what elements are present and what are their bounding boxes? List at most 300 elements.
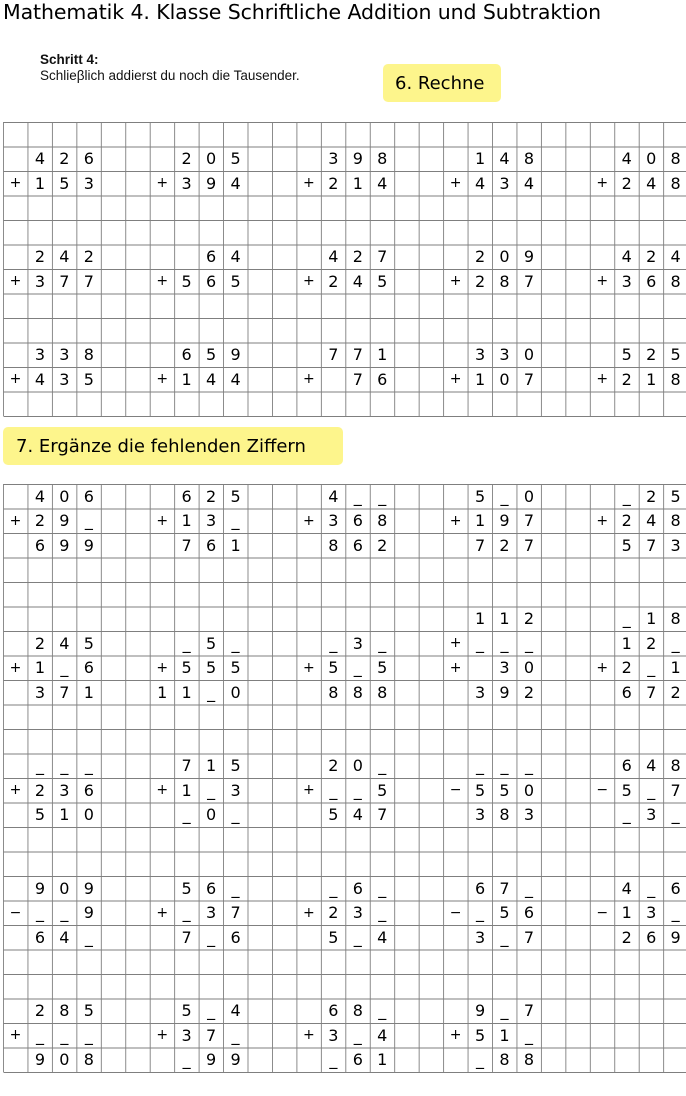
digit-cell: 1 — [646, 609, 657, 629]
digit-cell: 1 — [181, 369, 192, 389]
digit-cell: 3 — [474, 927, 486, 947]
operator-sign: + — [596, 175, 609, 192]
digit-cell: 6 — [621, 756, 632, 776]
digit-cell: 9 — [83, 903, 94, 923]
digit-cell: 4 — [474, 173, 486, 193]
digit-cell: 8 — [670, 369, 681, 389]
digit-cell: 3 — [646, 805, 657, 825]
digit-cell: 4 — [523, 173, 535, 193]
digit-cell: 3 — [34, 271, 46, 291]
digit-cell: 6 — [352, 535, 363, 555]
operator-sign: + — [596, 371, 609, 388]
digit-cell: 1 — [474, 369, 486, 389]
digit-cell: 0 — [83, 805, 94, 825]
digit-cell: 2 — [670, 682, 681, 702]
digit-cell: _ — [84, 756, 93, 776]
operator-sign: + — [9, 659, 22, 676]
digit-cell: 1 — [474, 511, 486, 531]
digit-cell: 4 — [59, 927, 70, 947]
digit-cell: 7 — [181, 927, 192, 947]
digit-cell: 6 — [352, 1050, 363, 1070]
digit-cell: 5 — [328, 805, 339, 825]
digit-cell: 2 — [646, 247, 657, 267]
digit-cell: 8 — [352, 682, 363, 702]
digit-cell: 3 — [352, 903, 363, 923]
digit-cell: _ — [182, 903, 191, 923]
digit-cell: 5 — [230, 486, 241, 506]
digit-cell: 3 — [181, 1025, 192, 1045]
operator-sign: + — [596, 659, 609, 676]
digit-cell: 6 — [352, 511, 363, 531]
operator-sign: + — [9, 273, 22, 290]
digit-cell: 0 — [59, 1050, 70, 1070]
digit-cell: 7 — [377, 805, 388, 825]
digit-cell: 2 — [59, 149, 70, 169]
digit-cell: 7 — [83, 271, 94, 291]
digit-cell: 2 — [646, 345, 657, 365]
digit-cell: 5 — [181, 878, 192, 898]
digit-cell: 1 — [83, 682, 94, 702]
digit-cell: 2 — [352, 247, 363, 267]
digit-cell: _ — [231, 1025, 240, 1045]
digit-cell: 5 — [377, 658, 388, 678]
operator-sign: + — [156, 273, 169, 290]
digit-cell: 8 — [523, 1050, 535, 1070]
digit-cell: 4 — [230, 369, 241, 389]
digit-cell: 3 — [83, 173, 94, 193]
digit-cell: 0 — [523, 486, 535, 506]
digit-cell: _ — [329, 780, 338, 800]
digit-cell: 0 — [59, 878, 70, 898]
digit-cell: _ — [622, 805, 631, 825]
digit-cell: 5 — [670, 486, 681, 506]
digit-cell: 2 — [621, 173, 632, 193]
operator-sign: + — [9, 175, 22, 192]
digit-cell: 4 — [377, 173, 388, 193]
digit-cell: _ — [378, 1001, 387, 1021]
digit-cell: _ — [476, 903, 485, 923]
digit-cell: 3 — [59, 345, 70, 365]
digit-cell: _ — [524, 878, 533, 898]
digit-cell: 1 — [621, 903, 632, 923]
digit-cell: 0 — [646, 149, 657, 169]
digit-cell: _ — [353, 927, 362, 947]
digit-cell: 5 — [474, 486, 486, 506]
digit-cell: 8 — [377, 511, 388, 531]
digit-cell: _ — [329, 633, 338, 653]
digit-cell: 7 — [523, 535, 535, 555]
digit-cell: 3 — [352, 633, 363, 653]
digit-cell: _ — [60, 1025, 69, 1045]
digit-cell: _ — [524, 633, 533, 653]
digit-cell: 9 — [523, 247, 535, 267]
digit-cell: 2 — [646, 633, 657, 653]
digit-cell: 4 — [352, 805, 363, 825]
digit-cell: 8 — [670, 149, 681, 169]
digit-cell: 8 — [328, 682, 339, 702]
task-7-grid — [0, 484, 681, 1074]
digit-cell: _ — [84, 511, 93, 531]
digit-cell: 2 — [34, 511, 46, 531]
digit-cell: 9 — [83, 878, 94, 898]
digit-cell: 2 — [646, 486, 657, 506]
digit-cell: 7 — [59, 682, 70, 702]
digit-cell: _ — [207, 682, 216, 702]
operator-sign: + — [596, 273, 609, 290]
digit-cell: 7 — [59, 271, 70, 291]
digit-cell: 9 — [59, 535, 70, 555]
digit-cell: 8 — [499, 805, 510, 825]
digit-cell: 2 — [523, 682, 535, 702]
digit-cell: 8 — [670, 511, 681, 531]
digit-cell: 1 — [352, 173, 363, 193]
digit-cell: 2 — [206, 486, 217, 506]
digit-cell: _ — [35, 1025, 44, 1045]
digit-cell: 4 — [377, 927, 388, 947]
digit-cell: 2 — [474, 247, 486, 267]
digit-cell: 4 — [34, 486, 46, 506]
digit-cell: 7 — [206, 1025, 217, 1045]
digit-cell: 3 — [499, 345, 510, 365]
digit-cell: 5 — [499, 903, 510, 923]
digit-cell: 9 — [34, 878, 46, 898]
digit-cell: 3 — [34, 345, 46, 365]
digit-cell: 0 — [59, 486, 70, 506]
digit-cell: _ — [207, 1001, 216, 1021]
digit-cell: 2 — [621, 369, 632, 389]
operator-sign: + — [449, 175, 462, 192]
digit-cell: 5 — [474, 780, 486, 800]
digit-cell: 6 — [670, 878, 681, 898]
digit-cell: 8 — [328, 535, 339, 555]
digit-cell: 1 — [377, 345, 388, 365]
digit-cell: 0 — [499, 247, 510, 267]
digit-cell: _ — [647, 780, 656, 800]
digit-cell: 7 — [523, 927, 535, 947]
digit-cell: 2 — [328, 756, 339, 776]
digit-cell: 2 — [34, 1001, 46, 1021]
digit-cell: 6 — [34, 535, 46, 555]
digit-cell: 2 — [34, 633, 46, 653]
digit-cell: 4 — [230, 173, 241, 193]
digit-cell: 1 — [499, 1025, 510, 1045]
digit-cell: 6 — [523, 903, 535, 923]
digit-cell: 6 — [83, 486, 94, 506]
digit-cell: 7 — [646, 682, 657, 702]
operator-sign: + — [156, 904, 169, 921]
digit-cell: 6 — [206, 271, 217, 291]
digit-cell: _ — [353, 658, 362, 678]
digit-cell: 9 — [59, 511, 70, 531]
digit-cell: 7 — [523, 1001, 535, 1021]
digit-cell: 2 — [328, 903, 339, 923]
digit-cell: 5 — [474, 1025, 486, 1045]
digit-cell: _ — [84, 1025, 93, 1045]
digit-cell: _ — [182, 1050, 191, 1070]
digit-cell: _ — [231, 805, 240, 825]
operator-sign: + — [9, 782, 22, 799]
digit-cell: 5 — [377, 271, 388, 291]
digit-cell: 0 — [499, 369, 510, 389]
digit-cell: 2 — [328, 271, 339, 291]
operator-sign: + — [303, 175, 315, 192]
operator-sign: + — [449, 512, 462, 529]
digit-cell: 3 — [474, 805, 486, 825]
digit-cell: 4 — [670, 247, 681, 267]
digit-cell: _ — [60, 658, 69, 678]
digit-cell: _ — [353, 780, 362, 800]
digit-cell: 9 — [352, 149, 363, 169]
operator-sign: + — [303, 782, 315, 799]
digit-cell: _ — [622, 486, 631, 506]
digit-cell: 2 — [377, 535, 388, 555]
digit-cell: 7 — [523, 369, 535, 389]
digit-cell: 7 — [523, 511, 535, 531]
digit-cell: _ — [329, 1050, 338, 1070]
digit-cell: 7 — [523, 271, 535, 291]
digit-cell: 5 — [59, 173, 70, 193]
digit-cell: 0 — [352, 756, 363, 776]
digit-cell: _ — [476, 756, 485, 776]
digit-cell: 7 — [499, 878, 510, 898]
digit-cell: _ — [500, 1001, 509, 1021]
digit-cell: 1 — [206, 756, 217, 776]
operator-sign: + — [9, 512, 22, 529]
digit-cell: 5 — [621, 535, 632, 555]
digit-cell: _ — [35, 756, 44, 776]
digit-cell: 4 — [328, 486, 339, 506]
digit-cell: 4 — [230, 1001, 241, 1021]
digit-cell: 5 — [230, 271, 241, 291]
digit-cell: _ — [378, 903, 387, 923]
digit-cell: _ — [353, 486, 362, 506]
digit-cell: 5 — [230, 149, 241, 169]
operator-sign: + — [9, 371, 22, 388]
digit-cell: 3 — [59, 369, 70, 389]
digit-cell: 4 — [230, 247, 241, 267]
digit-cell: 9 — [83, 535, 94, 555]
digit-cell: 4 — [621, 247, 632, 267]
operator-sign: + — [156, 1027, 169, 1044]
digit-cell: 2 — [621, 927, 632, 947]
digit-cell: _ — [207, 780, 216, 800]
digit-cell: 5 — [181, 658, 192, 678]
step-hint-box — [40, 52, 300, 84]
digit-cell: 2 — [523, 609, 535, 629]
digit-cell: _ — [647, 878, 656, 898]
digit-cell: 2 — [621, 658, 632, 678]
digit-cell: 1 — [474, 149, 486, 169]
digit-cell: 4 — [646, 511, 657, 531]
digit-cell: 5 — [34, 805, 46, 825]
digit-cell: _ — [671, 805, 680, 825]
digit-cell: 7 — [181, 756, 192, 776]
digit-cell: 2 — [328, 173, 339, 193]
digit-cell: 3 — [206, 903, 217, 923]
digit-cell: 2 — [621, 511, 632, 531]
digit-cell: 6 — [34, 927, 46, 947]
digit-cell: 4 — [621, 149, 632, 169]
operator-sign: + — [303, 371, 315, 388]
digit-cell: _ — [231, 878, 240, 898]
digit-cell: 8 — [499, 1050, 510, 1070]
digit-cell: _ — [500, 756, 509, 776]
digit-cell: 9 — [230, 345, 241, 365]
digit-cell: 5 — [83, 369, 94, 389]
step-hint-text: Schlieβlich addierst du noch die Tausender. — [40, 68, 300, 83]
digit-cell: 8 — [523, 149, 535, 169]
digit-cell: 5 — [206, 658, 217, 678]
digit-cell: _ — [622, 609, 631, 629]
digit-cell: 2 — [474, 271, 486, 291]
digit-cell: _ — [84, 927, 93, 947]
digit-cell: 3 — [523, 805, 535, 825]
operator-sign: + — [303, 512, 315, 529]
operator-sign: + — [596, 512, 609, 529]
digit-cell: 4 — [34, 149, 46, 169]
operator-sign: + — [449, 659, 462, 676]
digit-cell: 3 — [646, 903, 657, 923]
operator-sign: + — [156, 175, 169, 192]
digit-cell: 6 — [646, 927, 657, 947]
operator-sign: + — [156, 782, 169, 799]
digit-cell: 5 — [499, 780, 510, 800]
digit-cell: 9 — [206, 173, 217, 193]
task-6-grid — [0, 122, 681, 418]
digit-cell: 6 — [206, 247, 217, 267]
digit-cell: 6 — [352, 878, 363, 898]
digit-cell: 5 — [206, 633, 217, 653]
operator-sign: + — [449, 371, 462, 388]
digit-cell: 3 — [474, 682, 486, 702]
digit-cell: 7 — [352, 369, 363, 389]
step-hint-heading: Schritt 4: — [40, 52, 99, 67]
digit-cell: 5 — [621, 780, 632, 800]
digit-cell: _ — [60, 756, 69, 776]
digit-cell: 1 — [181, 511, 192, 531]
digit-cell: 5 — [83, 633, 94, 653]
digit-cell: 4 — [206, 369, 217, 389]
digit-cell: 7 — [474, 535, 486, 555]
digit-cell: 5 — [181, 271, 192, 291]
digit-cell: _ — [182, 805, 191, 825]
digit-cell: 5 — [621, 345, 632, 365]
digit-cell: 1 — [670, 658, 681, 678]
digit-cell: 7 — [328, 345, 339, 365]
digit-cell: 6 — [377, 369, 388, 389]
digit-cell: 8 — [670, 609, 681, 629]
digit-cell: 7 — [670, 780, 681, 800]
digit-cell: 1 — [181, 780, 192, 800]
digit-cell: _ — [353, 1025, 362, 1045]
digit-cell: 5 — [328, 658, 339, 678]
digit-cell: _ — [500, 486, 509, 506]
digit-cell: 4 — [621, 878, 632, 898]
operator-sign: − — [449, 782, 462, 799]
digit-cell: 4 — [328, 247, 339, 267]
digit-cell: _ — [500, 927, 509, 947]
operator-sign: + — [156, 512, 169, 529]
digit-cell: 1 — [34, 658, 46, 678]
digit-cell: 1 — [646, 369, 657, 389]
digit-cell: _ — [671, 633, 680, 653]
digit-cell: 6 — [181, 486, 192, 506]
digit-cell: 8 — [670, 756, 681, 776]
digit-cell: _ — [524, 756, 533, 776]
digit-cell: _ — [500, 633, 509, 653]
operator-sign: + — [303, 273, 315, 290]
digit-cell: 6 — [474, 878, 486, 898]
digit-cell: _ — [207, 927, 216, 947]
digit-cell: 3 — [59, 780, 70, 800]
digit-cell: _ — [35, 903, 44, 923]
digit-cell: 6 — [83, 658, 94, 678]
digit-cell: 9 — [34, 1050, 46, 1070]
digit-cell: 1 — [157, 682, 168, 702]
digit-cell: 3 — [499, 658, 510, 678]
digit-cell: 4 — [646, 756, 657, 776]
digit-cell: 4 — [59, 247, 70, 267]
digit-cell: 1 — [181, 682, 192, 702]
digit-cell: _ — [476, 633, 485, 653]
digit-cell: 5 — [377, 780, 388, 800]
digit-cell: 3 — [499, 173, 510, 193]
digit-cell: 0 — [206, 805, 217, 825]
digit-cell: 0 — [523, 780, 535, 800]
digit-cell: 1 — [474, 609, 486, 629]
digit-cell: 8 — [670, 271, 681, 291]
digit-cell: 5 — [328, 927, 339, 947]
digit-cell: 8 — [377, 682, 388, 702]
digit-cell: 4 — [59, 633, 70, 653]
digit-cell: 3 — [34, 682, 46, 702]
operator-sign: − — [9, 904, 22, 921]
digit-cell: _ — [378, 756, 387, 776]
digit-cell: 1 — [34, 173, 46, 193]
operator-sign: + — [449, 273, 462, 290]
operator-sign: − — [596, 782, 609, 799]
digit-cell: 1 — [377, 1050, 388, 1070]
digit-cell: 6 — [206, 535, 217, 555]
digit-cell: _ — [231, 633, 240, 653]
task-6-label: 6. Rechne — [383, 64, 501, 102]
digit-cell: 6 — [646, 271, 657, 291]
digit-cell: 6 — [230, 927, 241, 947]
operator-sign: + — [303, 659, 315, 676]
digit-cell: 9 — [230, 1050, 241, 1070]
digit-cell: 3 — [206, 511, 217, 531]
digit-cell: 7 — [646, 535, 657, 555]
digit-cell: 0 — [206, 149, 217, 169]
digit-cell: _ — [182, 633, 191, 653]
digit-cell: _ — [524, 1025, 533, 1045]
operator-sign: + — [156, 371, 169, 388]
digit-cell: 9 — [499, 682, 510, 702]
digit-cell: 2 — [181, 149, 192, 169]
digit-cell: 6 — [328, 1001, 339, 1021]
digit-cell: 2 — [83, 247, 94, 267]
digit-cell: _ — [378, 633, 387, 653]
digit-cell: 5 — [230, 756, 241, 776]
digit-cell: _ — [671, 903, 680, 923]
digit-cell: 1 — [59, 805, 70, 825]
digit-cell: _ — [476, 1050, 485, 1070]
digit-cell: 0 — [523, 345, 535, 365]
digit-cell: 4 — [499, 149, 510, 169]
digit-cell: 3 — [328, 149, 339, 169]
digit-cell: 6 — [206, 878, 217, 898]
page-title: Mathematik 4. Klasse Schriftliche Addition und Subtraktion — [3, 0, 601, 24]
